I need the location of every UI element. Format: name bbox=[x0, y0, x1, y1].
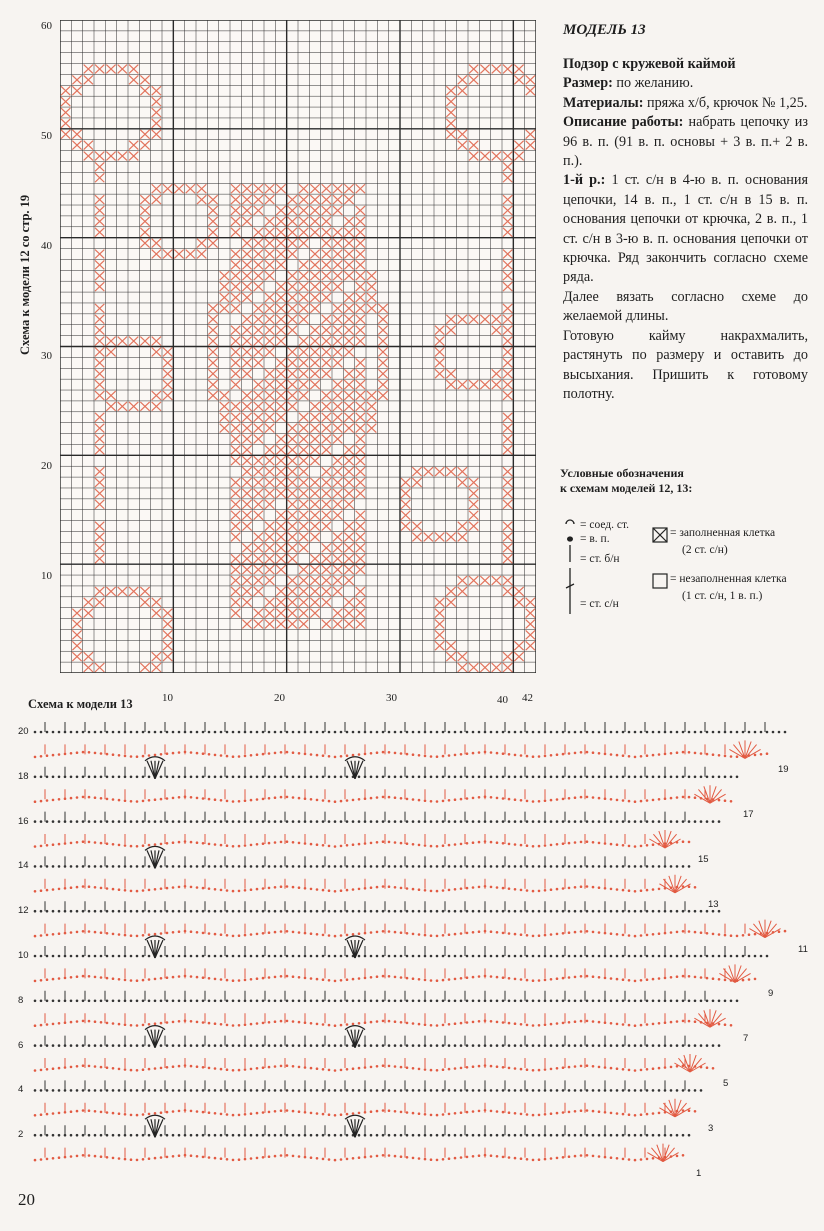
row-label-right: 15 bbox=[698, 854, 709, 865]
model-title: МОДЕЛЬ 13 bbox=[563, 22, 646, 38]
y-tick-30: 30 bbox=[41, 350, 52, 362]
work-description: Описание работы: набрать цепочку из 96 в. п. (91 в. п. основы + 3 в. п.+ 2 в. п.). bbox=[563, 114, 808, 170]
legend-empty-note: (1 ст. с/н, 1 в. п.) bbox=[682, 590, 763, 602]
instructions bbox=[563, 22, 808, 404]
row-label-right: 19 bbox=[778, 764, 789, 776]
shell-motif bbox=[345, 1115, 365, 1137]
y-tick-50: 50 bbox=[41, 130, 52, 142]
crochet-chart bbox=[0, 718, 824, 1188]
crochet-row bbox=[34, 830, 691, 848]
chain-icon bbox=[567, 536, 573, 541]
legend-title-1: Условные обозначения bbox=[560, 466, 684, 480]
shell-motif bbox=[145, 1115, 165, 1137]
y-tick-40: 40 bbox=[41, 240, 52, 252]
x-tick-10: 10 bbox=[162, 692, 173, 704]
empty-cell-icon bbox=[652, 573, 668, 589]
x-tick-42: 42 bbox=[522, 692, 533, 704]
crochet-row bbox=[34, 946, 769, 957]
crochet-row bbox=[34, 1080, 703, 1091]
crochet-row bbox=[34, 920, 787, 938]
legend-title-2: к схемам моделей 12, 13: bbox=[560, 481, 693, 495]
x-tick-30: 30 bbox=[386, 692, 397, 704]
shell-motif bbox=[345, 757, 365, 779]
row-label-left: 20 bbox=[18, 726, 29, 737]
row-label-left: 4 bbox=[18, 1084, 24, 1096]
crochet-row bbox=[34, 856, 691, 867]
row-label-right: 1 bbox=[696, 1167, 702, 1179]
x-tick-40: 40 bbox=[497, 694, 508, 706]
shell-motif bbox=[345, 1026, 365, 1048]
filet-chart bbox=[60, 20, 536, 673]
legend-slip: = соед. ст. bbox=[580, 519, 630, 531]
row-label-left: 14 bbox=[18, 860, 29, 872]
continue-text: Далее вязать согласно схеме до желаемой длины. bbox=[563, 288, 808, 325]
grid-lines bbox=[60, 20, 536, 673]
crochet-row bbox=[34, 1036, 721, 1047]
x-tick-20: 20 bbox=[274, 692, 285, 704]
row-label-left: 8 bbox=[18, 994, 24, 1006]
crochet-row bbox=[34, 1144, 685, 1162]
row-label-left: 2 bbox=[18, 1129, 24, 1141]
legend-empty: = незаполненная клетка bbox=[670, 573, 787, 585]
crochet-row bbox=[34, 991, 739, 1002]
y-tick-20: 20 bbox=[41, 460, 52, 472]
legend-symbols bbox=[560, 518, 580, 618]
crochet-row bbox=[34, 1125, 691, 1136]
shell-motif bbox=[145, 1026, 165, 1048]
page-number: 20 bbox=[18, 1190, 35, 1209]
row-label-left: 18 bbox=[18, 770, 29, 782]
row-label-left: 16 bbox=[18, 815, 29, 827]
shell-motif bbox=[145, 757, 165, 779]
crochet-row bbox=[34, 964, 757, 982]
row-label-left: 6 bbox=[18, 1039, 24, 1051]
row-label-right: 3 bbox=[708, 1122, 714, 1134]
crochet-row bbox=[34, 722, 787, 733]
row-label-right: 11 bbox=[798, 943, 808, 955]
finish-text: Готовую кайму накрахмалить, растянуть по размеру и оставить до высыхания. Пришить к готовому полотну. bbox=[563, 327, 808, 402]
row-label-right: 7 bbox=[743, 1033, 749, 1045]
shell-motif bbox=[345, 936, 365, 958]
row-label-left: 10 bbox=[18, 950, 29, 961]
row-label-right: 9 bbox=[768, 988, 774, 1000]
legend bbox=[560, 466, 822, 626]
shell-motif bbox=[145, 846, 165, 868]
crochet-row bbox=[34, 740, 769, 758]
row-1-description: 1-й р.: 1 ст. с/н в 4-ю в. п. основания цепочки, 14 в. п., 1 ст. с/н в 15 в. п. основания цепочки от крючка, 2 в. п., 1 ст. с/н в 3-ю в. п. основания цепочки от крючка. Ряд закончить согласно схеме ряда. bbox=[563, 172, 809, 286]
crochet-row bbox=[34, 875, 697, 893]
filet-chart-side-label: Схема к модели 12 со стр. 19 bbox=[18, 194, 32, 355]
crochet-row bbox=[34, 1009, 733, 1027]
row-label-right: 13 bbox=[708, 898, 719, 910]
materials-line: Материалы: пряжа х/б, крючок № 1,25. bbox=[563, 94, 808, 111]
crochet-row bbox=[34, 812, 721, 823]
row-label-right: 5 bbox=[723, 1078, 729, 1089]
legend-chain: = в. п. bbox=[580, 533, 610, 545]
crochet-row bbox=[34, 1099, 697, 1117]
legend-double: = ст. с/н bbox=[580, 598, 619, 610]
crochet-row bbox=[34, 785, 733, 803]
crochet-row bbox=[34, 898, 721, 912]
shell-motif bbox=[145, 936, 165, 958]
row-label-right: 17 bbox=[743, 809, 754, 821]
crochet-chart-title: Схема к модели 13 bbox=[28, 697, 133, 711]
slip-stitch-icon bbox=[566, 520, 574, 524]
crochet-row bbox=[34, 1054, 715, 1072]
subtitle: Подзор с кружевой каймой bbox=[563, 56, 736, 72]
legend-single: = ст. б/н bbox=[580, 553, 620, 565]
filled-cell-icon bbox=[652, 527, 668, 543]
row-label-left: 12 bbox=[18, 905, 29, 917]
legend-filled: = заполненная клетка bbox=[670, 527, 776, 539]
y-tick-60: 60 bbox=[41, 20, 52, 32]
size-line: Размер: по желанию. bbox=[563, 75, 694, 92]
y-tick-10: 10 bbox=[41, 570, 52, 582]
legend-filled-note: (2 ст. с/н) bbox=[682, 544, 728, 556]
crochet-row bbox=[34, 767, 739, 778]
filet-grid bbox=[60, 20, 536, 673]
